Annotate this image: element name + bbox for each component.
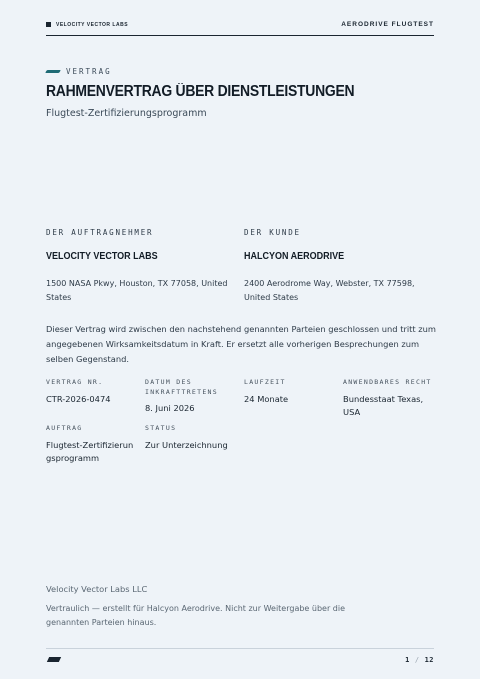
meta-value: 24 Monate bbox=[244, 393, 289, 404]
party-address: 1500 NASA Pkwy, Houston, TX 77058, United States bbox=[46, 279, 228, 302]
page-footer bbox=[46, 648, 434, 670]
page-header bbox=[46, 14, 434, 36]
page-total: 12 bbox=[424, 655, 434, 664]
meta-label: STATUS bbox=[145, 424, 177, 432]
eyebrow-label: VERTRAG bbox=[66, 67, 112, 76]
party-name: HALCYON AERODRIVE bbox=[244, 251, 345, 262]
meta-label: ANWENDBARES RECHT bbox=[343, 378, 432, 386]
meta-assignment bbox=[46, 424, 134, 466]
party-client bbox=[244, 228, 429, 304]
meta-value: Bundesstaat Texas, USA bbox=[343, 393, 424, 417]
meta-label: AUFTRAG bbox=[46, 424, 83, 432]
confidentiality-notice: Vertraulich — erstellt für Halcyon Aerodrive. Nicht zur Weitergabe über die genannten Parteien hinaus. bbox=[46, 604, 346, 627]
party-address: 2400 Aerodrome Way, Webster, TX 77598, United States bbox=[244, 279, 415, 302]
meta-effective-date bbox=[145, 378, 240, 416]
party-name: VELOCITY VECTOR LABS bbox=[46, 251, 158, 262]
meta-value: Zur Unterzeichnung bbox=[145, 439, 228, 450]
meta-label: VERTRAG NR. bbox=[46, 378, 104, 386]
brand-square-icon bbox=[46, 22, 51, 27]
meta-governing-law bbox=[343, 378, 438, 420]
meta-value: 8. Juni 2026 bbox=[145, 403, 195, 413]
meta-value: Flugtest-Zertifizierungsprogramm bbox=[46, 439, 134, 463]
eyebrow bbox=[46, 67, 112, 76]
footer-mark-icon bbox=[47, 657, 61, 662]
meta-status bbox=[145, 424, 240, 452]
meta-contract-no bbox=[46, 378, 141, 406]
meta-value: CTR-2026-0474 bbox=[46, 393, 111, 404]
brand bbox=[46, 22, 128, 28]
party-label: DER AUFTRAGNEHMER bbox=[46, 228, 154, 237]
meta-term bbox=[244, 378, 339, 406]
meta-label: DATUM DES INKRAFTTRETENS bbox=[145, 378, 218, 396]
party-label: DER KUNDE bbox=[244, 228, 301, 237]
document-tag: AERODRIVE FLUGTEST bbox=[341, 21, 434, 28]
page-separator: / bbox=[414, 655, 420, 664]
document-title: RAHMENVERTRAG ÜBER DIENSTLEISTUNGEN bbox=[46, 83, 355, 100]
page-current: 1 bbox=[405, 655, 410, 664]
document-subtitle: Flugtest-Zertifizierungsprogramm bbox=[46, 108, 207, 119]
footer-company: Velocity Vector Labs LLC bbox=[46, 584, 148, 594]
intro-paragraph: Dieser Vertrag wird zwischen den nachstehend genannten Parteien geschlossen und tritt zum angegebenen Wirksamkeitsdatum in Kraft. Er ersetzt alle vorherigen Besprechungen zum selben Gegenstand. bbox=[46, 324, 437, 364]
accent-stroke-icon bbox=[45, 70, 61, 73]
brand-name: VELOCITY VECTOR LABS bbox=[56, 21, 129, 28]
page-indicator bbox=[405, 656, 434, 664]
meta-label: LAUFZEIT bbox=[244, 378, 286, 386]
party-contractor bbox=[46, 228, 231, 304]
